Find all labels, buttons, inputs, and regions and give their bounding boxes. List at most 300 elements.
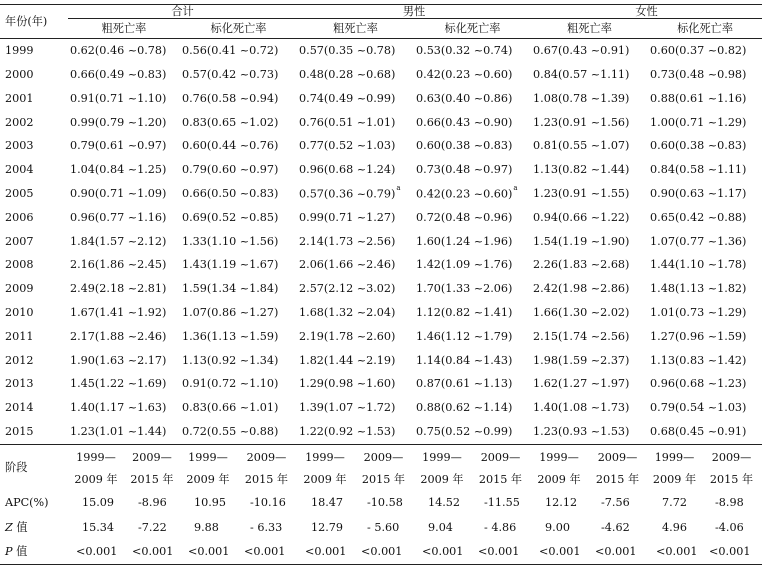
rate-cell <box>531 39 648 63</box>
rate-cell <box>180 134 297 158</box>
header-subcol: 标化死亡率 <box>648 19 762 39</box>
rate-value: 2.14(1.73 ~2.56) <box>299 234 396 248</box>
rate-cell <box>68 63 180 87</box>
stage-period <box>701 444 762 491</box>
rate-value: 1.46(1.12 ~1.79) <box>416 329 513 343</box>
rate-cell <box>180 87 297 111</box>
rate-cell <box>180 206 297 230</box>
stat-value: <0.001 <box>414 540 470 565</box>
rate-cell <box>414 277 531 301</box>
rate-value: 0.69(0.52 ~0.85) <box>182 210 279 224</box>
table-row <box>0 325 762 349</box>
rate-value: 2.26(1.83 ~2.68) <box>533 258 630 272</box>
rate-value: 1.27(0.96 ~1.59) <box>650 329 747 343</box>
stat-label <box>0 540 68 565</box>
rate-value: 0.57(0.36 ~0.79) <box>299 187 396 201</box>
header-group-male: 男性 <box>297 5 531 19</box>
rate-cell <box>531 277 648 301</box>
rate-cell <box>180 301 297 325</box>
rate-value: 1.14(0.84 ~1.43) <box>416 353 513 367</box>
stage-period <box>180 444 236 491</box>
rate-value: 2.17(1.88 ~2.46) <box>70 329 167 343</box>
rate-cell <box>414 39 531 63</box>
rate-value: 0.66(0.49 ~0.83) <box>70 68 167 82</box>
stat-value: <0.001 <box>353 540 414 565</box>
rate-value: 0.84(0.57 ~1.11) <box>533 68 630 82</box>
row-year: 2011 <box>5 329 34 343</box>
rate-cell <box>531 420 648 444</box>
rate-value: 0.63(0.40 ~0.86) <box>416 91 513 105</box>
row-year: 2007 <box>5 234 34 248</box>
rate-value: 2.57(2.12 ~3.02) <box>299 282 396 296</box>
row-year: 2013 <box>5 377 34 391</box>
stat-label-text: APC(%) <box>5 496 49 510</box>
rate-value: 1.33(1.10 ~1.56) <box>182 234 279 248</box>
rate-cell <box>531 63 648 87</box>
stat-value: -10.16 <box>250 496 286 510</box>
stat-value: 12.79 <box>311 520 344 534</box>
stat-value: 15.09 <box>82 496 115 510</box>
stat-value: -11.55 <box>484 496 520 510</box>
row-year: 2003 <box>5 139 34 153</box>
rate-cell <box>68 158 180 182</box>
row-year: 2006 <box>5 210 34 224</box>
stat-label-text: 值 <box>12 520 28 534</box>
row-year: 2015 <box>5 425 34 439</box>
stat-value: -4.62 <box>601 520 630 534</box>
rate-value: 0.88(0.61 ~1.16) <box>650 91 747 105</box>
stat-value: -7.22 <box>138 520 167 534</box>
row-year: 2008 <box>5 258 34 272</box>
rate-value: 0.42(0.23 ~0.60) <box>416 68 513 82</box>
rate-cell <box>531 87 648 111</box>
table-row <box>0 301 762 325</box>
rate-cell <box>180 158 297 182</box>
rate-value: 0.68(0.45 ~0.91) <box>650 425 747 439</box>
table-row <box>0 396 762 420</box>
rate-value: 0.60(0.44 ~0.76) <box>182 139 279 153</box>
stat-label-symbol: Z <box>5 520 13 534</box>
rate-value: 0.96(0.68 ~1.24) <box>299 163 396 177</box>
rate-cell <box>297 182 414 206</box>
rate-cell <box>297 277 414 301</box>
rate-value: 0.73(0.48 ~0.97) <box>416 163 513 177</box>
stat-value: 12.12 <box>545 496 578 510</box>
rate-value: 1.23(0.91 ~1.56) <box>533 115 630 129</box>
stage-period-end: 2015 年 <box>361 472 406 486</box>
rate-value: 0.72(0.48 ~0.96) <box>416 210 513 224</box>
stat-value: -8.98 <box>715 496 744 510</box>
row-year: 2010 <box>5 306 34 320</box>
stage-period-end: 2009 年 <box>186 472 230 486</box>
stat-value: <0.001 <box>297 540 353 565</box>
stat-value: 9.04 <box>428 520 453 534</box>
stage-period <box>236 444 297 491</box>
rate-value: 0.56(0.41 ~0.72) <box>182 44 279 58</box>
rate-value: 1.01(0.73 ~1.29) <box>650 306 747 320</box>
rate-cell <box>414 396 531 420</box>
stage-period-start: 2009— <box>246 450 287 464</box>
stat-value: 14.52 <box>428 496 461 510</box>
rate-value: 2.06(1.66 ~2.46) <box>299 258 396 272</box>
stage-label: 阶段 <box>0 444 68 491</box>
rate-cell <box>68 277 180 301</box>
stat-value: 4.96 <box>662 520 687 534</box>
rate-cell <box>68 229 180 253</box>
stat-value: -8.96 <box>138 496 167 510</box>
rate-cell <box>648 134 762 158</box>
stat-label <box>0 515 68 540</box>
rate-cell <box>297 253 414 277</box>
stage-period-end: 2009 年 <box>420 472 464 486</box>
stat-value: <0.001 <box>701 540 762 565</box>
rate-cell <box>648 253 762 277</box>
rate-cell <box>531 229 648 253</box>
stage-period <box>297 444 353 491</box>
rate-cell <box>414 134 531 158</box>
rate-cell <box>648 277 762 301</box>
rate-value: 1.42(1.09 ~1.76) <box>416 258 513 272</box>
rate-value: 1.44(1.10 ~1.78) <box>650 258 747 272</box>
stage-period <box>68 444 124 491</box>
rate-cell <box>297 134 414 158</box>
rate-cell <box>297 301 414 325</box>
table-row <box>0 420 762 444</box>
table-row <box>0 277 762 301</box>
rate-cell <box>531 158 648 182</box>
table-row <box>0 134 762 158</box>
rate-cell <box>180 63 297 87</box>
stage-period-start: 1999— <box>188 450 228 464</box>
stage-period-start: 2009— <box>711 450 752 464</box>
rate-cell <box>414 110 531 134</box>
rate-cell <box>531 206 648 230</box>
stat-value: 18.47 <box>311 496 344 510</box>
rate-cell <box>68 110 180 134</box>
rate-value: 0.99(0.71 ~1.27) <box>299 210 396 224</box>
rate-value: 1.45(1.22 ~1.69) <box>70 377 167 391</box>
rate-cell <box>648 182 762 206</box>
rate-cell <box>414 372 531 396</box>
rate-value: 0.79(0.54 ~1.03) <box>650 401 747 415</box>
rate-value: 1.23(0.93 ~1.53) <box>533 425 630 439</box>
rate-cell <box>648 348 762 372</box>
rate-cell <box>648 372 762 396</box>
stat-value: 9.00 <box>545 520 570 534</box>
rate-cell <box>414 348 531 372</box>
rate-value: 1.23(1.01 ~1.44) <box>70 425 167 439</box>
rate-cell <box>180 372 297 396</box>
rate-value: 1.90(1.63 ~2.17) <box>70 353 167 367</box>
rate-cell <box>414 63 531 87</box>
rate-value: 0.96(0.77 ~1.16) <box>70 210 167 224</box>
rate-cell <box>297 39 414 63</box>
stat-value: 15.34 <box>82 520 115 534</box>
rate-cell <box>180 253 297 277</box>
rate-cell <box>297 229 414 253</box>
rate-value: 0.76(0.51 ~1.01) <box>299 115 396 129</box>
rate-cell <box>68 325 180 349</box>
stage-period <box>531 444 587 491</box>
rate-cell <box>414 253 531 277</box>
stage-period-start: 2009— <box>480 450 521 464</box>
rate-cell <box>648 325 762 349</box>
rate-value: 1.40(1.17 ~1.63) <box>70 401 167 415</box>
table-row <box>0 372 762 396</box>
rate-cell <box>297 420 414 444</box>
rate-cell <box>68 87 180 111</box>
stat-value: <0.001 <box>124 540 180 565</box>
stage-row <box>0 444 762 491</box>
header-subcol: 标化死亡率 <box>414 19 531 39</box>
rate-cell <box>648 301 762 325</box>
rate-value: 0.53(0.32 ~0.74) <box>416 44 513 58</box>
rate-cell <box>531 182 648 206</box>
stat-value: - 6.33 <box>250 520 283 534</box>
rate-value: 2.15(1.74 ~2.56) <box>533 329 630 343</box>
rate-cell <box>414 206 531 230</box>
table-row <box>0 348 762 372</box>
stat-label <box>0 491 68 516</box>
rate-value: 2.49(2.18 ~2.81) <box>70 282 167 296</box>
rate-value: 0.57(0.35 ~0.78) <box>299 44 396 58</box>
rate-value: 1.70(1.33 ~2.06) <box>416 282 513 296</box>
rate-cell <box>531 301 648 325</box>
row-year: 2000 <box>5 68 34 82</box>
rate-value: 1.29(0.98 ~1.60) <box>299 377 396 391</box>
rate-value: 1.08(0.78 ~1.39) <box>533 91 630 105</box>
stage-period-end: 2009 年 <box>537 472 581 486</box>
header-subcol: 标化死亡率 <box>180 19 297 39</box>
rate-value: 1.68(1.32 ~2.04) <box>299 306 396 320</box>
header-subcol-row <box>0 19 762 39</box>
rate-value: 0.67(0.43 ~0.91) <box>533 44 630 58</box>
rate-value: 1.04(0.84 ~1.25) <box>70 163 167 177</box>
rate-cell <box>297 325 414 349</box>
rate-cell <box>297 348 414 372</box>
stage-period <box>470 444 531 491</box>
rate-value: 1.98(1.59 ~2.37) <box>533 353 630 367</box>
rate-value: 1.43(1.19 ~1.67) <box>182 258 279 272</box>
stage-period-start: 1999— <box>539 450 579 464</box>
stage-period <box>353 444 414 491</box>
stat-value: 9.88 <box>194 520 219 534</box>
row-year: 2005 <box>5 187 34 201</box>
rate-value: 0.57(0.42 ~0.73) <box>182 68 279 82</box>
rate-cell <box>68 396 180 420</box>
rate-cell <box>68 372 180 396</box>
rate-value: 1.62(1.27 ~1.97) <box>533 377 630 391</box>
footnote-marker: a <box>513 183 518 192</box>
stage-period <box>648 444 701 491</box>
rate-value: 0.60(0.38 ~0.83) <box>650 139 747 153</box>
stat-value: <0.001 <box>236 540 297 565</box>
table-row <box>0 39 762 63</box>
rate-cell <box>180 182 297 206</box>
stage-period-end: 2015 年 <box>130 472 174 486</box>
stage-period-end: 2015 年 <box>709 472 754 486</box>
header-group-female: 女性 <box>531 5 762 19</box>
rate-value: 0.90(0.71 ~1.09) <box>70 187 167 201</box>
stat-value: <0.001 <box>648 540 701 565</box>
stat-value: <0.001 <box>180 540 236 565</box>
rate-cell <box>180 110 297 134</box>
rate-value: 1.13(0.83 ~1.42) <box>650 353 747 367</box>
stage-period-start: 1999— <box>76 450 116 464</box>
rate-cell <box>180 396 297 420</box>
rate-value: 0.65(0.42 ~0.88) <box>650 210 747 224</box>
rate-cell <box>68 39 180 63</box>
rate-value: 0.83(0.65 ~1.02) <box>182 115 279 129</box>
rate-cell <box>531 396 648 420</box>
rate-cell <box>68 420 180 444</box>
rate-cell <box>68 182 180 206</box>
rate-cell <box>180 229 297 253</box>
rate-value: 0.66(0.50 ~0.83) <box>182 187 279 201</box>
rate-cell <box>531 348 648 372</box>
rate-cell <box>297 87 414 111</box>
rate-cell <box>68 348 180 372</box>
rate-cell <box>180 420 297 444</box>
rate-value: 1.13(0.92 ~1.34) <box>182 353 279 367</box>
rate-value: 1.60(1.24 ~1.96) <box>416 234 513 248</box>
stat-value: <0.001 <box>531 540 587 565</box>
header-subcol: 粗死亡率 <box>297 19 414 39</box>
stat-value: <0.001 <box>68 540 124 565</box>
rate-cell <box>297 372 414 396</box>
rate-value: 1.59(1.34 ~1.84) <box>182 282 279 296</box>
rate-value: 1.54(1.19 ~1.90) <box>533 234 630 248</box>
rate-value: 1.00(0.71 ~1.29) <box>650 115 747 129</box>
row-year: 2002 <box>5 115 34 129</box>
rate-cell <box>648 206 762 230</box>
rate-cell <box>297 158 414 182</box>
stat-label-symbol: P <box>5 545 13 559</box>
rate-value: 1.36(1.13 ~1.59) <box>182 329 279 343</box>
footnote-marker: a <box>396 183 401 192</box>
rate-value: 1.66(1.30 ~2.02) <box>533 306 630 320</box>
rate-value: 0.74(0.49 ~0.99) <box>299 91 396 105</box>
rate-value: 1.13(0.82 ~1.44) <box>533 163 630 177</box>
rate-value: 1.40(1.08 ~1.73) <box>533 401 630 415</box>
rate-cell <box>297 206 414 230</box>
rate-value: 1.48(1.13 ~1.82) <box>650 282 747 296</box>
table-row <box>0 158 762 182</box>
rate-value: 0.91(0.72 ~1.10) <box>182 377 279 391</box>
stat-label-text: 值 <box>12 545 28 559</box>
rate-value: 0.60(0.38 ~0.83) <box>416 139 513 153</box>
rate-value: 0.94(0.66 ~1.22) <box>533 210 630 224</box>
rate-value: 1.82(1.44 ~2.19) <box>299 353 396 367</box>
row-year: 2004 <box>5 163 34 177</box>
rate-cell <box>297 110 414 134</box>
rate-cell <box>414 87 531 111</box>
rate-cell <box>531 110 648 134</box>
rate-cell <box>414 420 531 444</box>
rate-cell <box>648 158 762 182</box>
rate-value: 0.73(0.48 ~0.98) <box>650 68 747 82</box>
rate-cell <box>648 39 762 63</box>
stage-period-start: 1999— <box>422 450 462 464</box>
rate-cell <box>531 372 648 396</box>
rate-value: 0.79(0.60 ~0.97) <box>182 163 279 177</box>
rate-value: 1.67(1.41 ~1.92) <box>70 306 167 320</box>
stat-value: - 5.60 <box>367 520 400 534</box>
rate-value: 1.39(1.07 ~1.72) <box>299 401 396 415</box>
rate-value: 2.16(1.86 ~2.45) <box>70 258 167 272</box>
row-year: 2001 <box>5 91 34 105</box>
rate-value: 0.75(0.52 ~0.99) <box>416 425 513 439</box>
rate-value: 0.72(0.55 ~0.88) <box>182 425 279 439</box>
rate-value: 0.88(0.62 ~1.14) <box>416 401 513 415</box>
rate-cell <box>68 301 180 325</box>
stage-period-start: 1999— <box>654 450 695 464</box>
rate-value: 0.79(0.61 ~0.97) <box>70 139 167 153</box>
rate-value: 2.19(1.78 ~2.60) <box>299 329 396 343</box>
rate-cell <box>180 39 297 63</box>
stage-period <box>414 444 470 491</box>
stage-period-start: 2009— <box>132 450 172 464</box>
rate-value: 1.07(0.77 ~1.36) <box>650 234 747 248</box>
rate-value: 0.87(0.61 ~1.13) <box>416 377 513 391</box>
stat-value: 7.72 <box>662 496 687 510</box>
rate-cell <box>297 396 414 420</box>
row-year: 1999 <box>5 44 34 58</box>
stat-value: - 4.86 <box>484 520 517 534</box>
rate-cell <box>414 325 531 349</box>
rate-value: 0.66(0.43 ~0.90) <box>416 115 513 129</box>
rate-cell <box>414 158 531 182</box>
rate-value: 1.07(0.86 ~1.27) <box>182 306 279 320</box>
header-subcol: 粗死亡率 <box>531 19 648 39</box>
rate-cell <box>414 182 531 206</box>
rate-cell <box>297 63 414 87</box>
table-row <box>0 253 762 277</box>
rate-value: 0.60(0.37 ~0.82) <box>650 44 747 58</box>
rate-value: 1.23(0.91 ~1.55) <box>533 187 630 201</box>
stage-period-end: 2015 年 <box>595 472 640 486</box>
rate-value: 0.48(0.28 ~0.68) <box>299 68 396 82</box>
rate-cell <box>180 277 297 301</box>
stat-row <box>0 540 762 565</box>
rate-value: 0.91(0.71 ~1.10) <box>70 91 167 105</box>
rate-value: 1.12(0.82 ~1.41) <box>416 306 513 320</box>
row-year: 2012 <box>5 353 34 367</box>
stage-period-start: 2009— <box>597 450 638 464</box>
rate-value: 0.42(0.23 ~0.60) <box>416 187 513 201</box>
rate-value: 0.84(0.58 ~1.11) <box>650 163 747 177</box>
rate-value: 0.77(0.52 ~1.03) <box>299 139 396 153</box>
table-row <box>0 229 762 253</box>
rate-cell <box>414 229 531 253</box>
rate-value: 0.99(0.79 ~1.20) <box>70 115 167 129</box>
stage-period-start: 2009— <box>363 450 404 464</box>
rate-cell <box>531 253 648 277</box>
header-subcol: 粗死亡率 <box>68 19 180 39</box>
rate-cell <box>648 396 762 420</box>
table-row <box>0 87 762 111</box>
stage-period-end: 2009 年 <box>652 472 697 486</box>
stat-row <box>0 515 762 540</box>
mortality-rate-table <box>0 4 762 565</box>
stage-period-start: 1999— <box>305 450 345 464</box>
table-row <box>0 182 762 206</box>
rate-cell <box>531 134 648 158</box>
rate-cell <box>648 229 762 253</box>
rate-value: 1.84(1.57 ~2.12) <box>70 234 167 248</box>
stat-row <box>0 491 762 516</box>
rate-cell <box>648 420 762 444</box>
